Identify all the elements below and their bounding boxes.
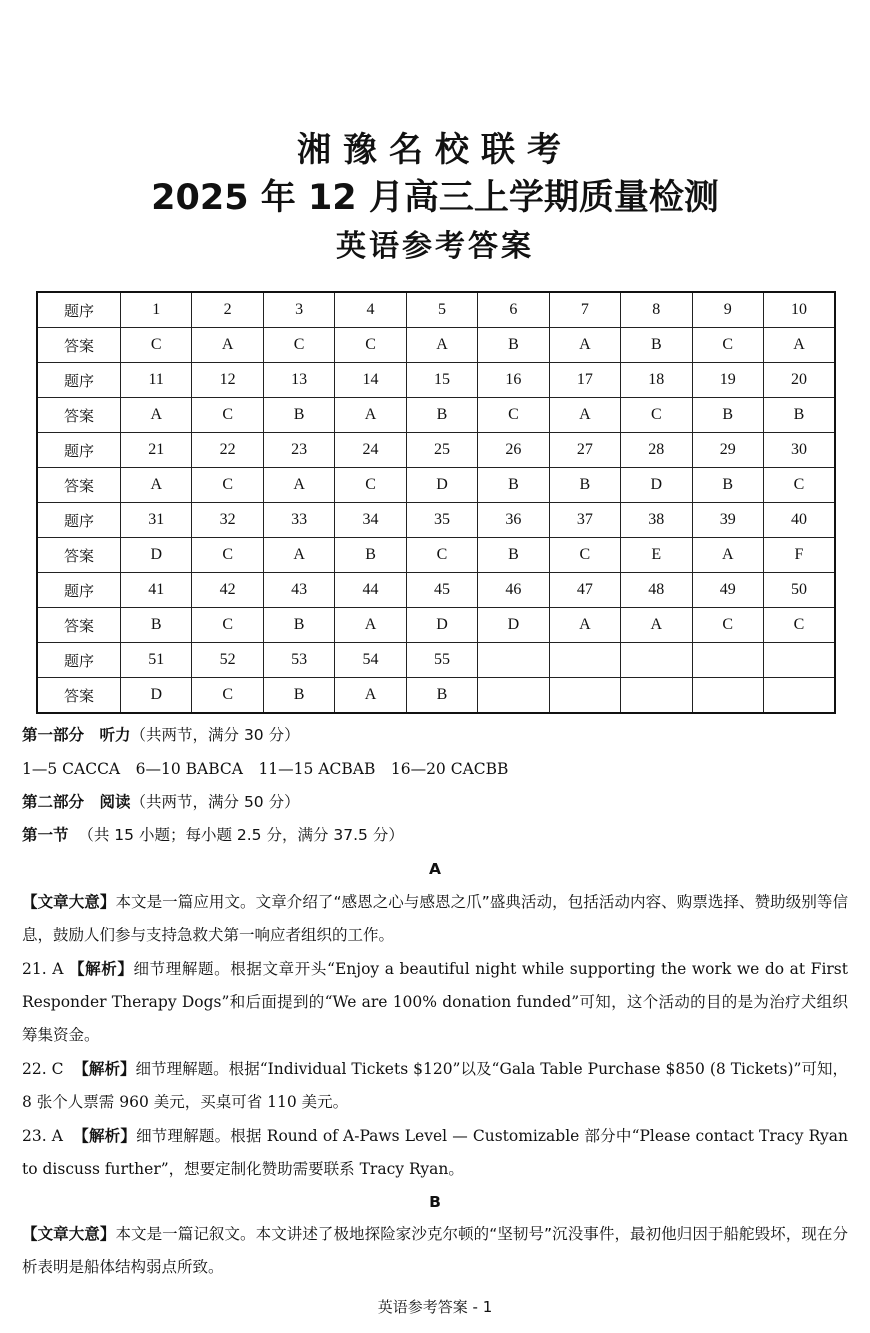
question-number-cell: 6 bbox=[478, 292, 549, 328]
question-number-cell: 23 bbox=[263, 433, 334, 468]
q22-text: 细节理解题。根据“Individual Tickets $120”以及“Gala Table Purchase $850 (8 Tickets)”可知，8 张个人票需 960 美元，买桌可省 110 美元。 bbox=[22, 1060, 849, 1111]
question-number-cell: 47 bbox=[549, 573, 620, 608]
exam-subtitle: 2025 年 12 月高三上学期质量检测 bbox=[151, 178, 719, 218]
answer-cell: C bbox=[549, 538, 620, 573]
answer-cell: C bbox=[263, 328, 334, 363]
question-number-cell: 13 bbox=[263, 363, 334, 398]
answer-cell: A bbox=[121, 398, 192, 433]
section1-note: （共 15 小题；每小题 2.5 分，满分 37.5 分） bbox=[78, 826, 404, 844]
answer-cell: A bbox=[763, 328, 835, 363]
row-label-question: 题序 bbox=[37, 503, 121, 538]
question-number-cell: 37 bbox=[549, 503, 620, 538]
answer-cell: A bbox=[121, 468, 192, 503]
answer-cell bbox=[621, 678, 692, 714]
question-number-cell: 29 bbox=[692, 433, 763, 468]
answer-cell: A bbox=[335, 398, 406, 433]
question-number-cell: 44 bbox=[335, 573, 406, 608]
question-number-cell: 12 bbox=[192, 363, 263, 398]
answer-cell: C bbox=[192, 398, 263, 433]
answer-cell: E bbox=[621, 538, 692, 573]
answer-cell: A bbox=[263, 538, 334, 573]
row-label-answer: 答案 bbox=[37, 468, 121, 503]
answer-cell: D bbox=[406, 468, 477, 503]
question-number-cell: 17 bbox=[549, 363, 620, 398]
question-number-cell: 51 bbox=[121, 643, 192, 678]
question-number-cell: 39 bbox=[692, 503, 763, 538]
row-label-answer: 答案 bbox=[37, 608, 121, 643]
answer-cell: A bbox=[263, 468, 334, 503]
answer-row bbox=[37, 608, 835, 643]
question-number-cell: 1 bbox=[121, 292, 192, 328]
row-label-answer: 答案 bbox=[37, 538, 121, 573]
passage-a-letter: A bbox=[429, 860, 441, 878]
question-number-cell: 52 bbox=[192, 643, 263, 678]
answer-cell: A bbox=[335, 608, 406, 643]
answer-cell: C bbox=[763, 608, 835, 643]
answer-row bbox=[37, 398, 835, 433]
answer-cell: D bbox=[121, 538, 192, 573]
answer-key-title: 英语参考答案 bbox=[336, 229, 534, 264]
row-label-question: 题序 bbox=[37, 573, 121, 608]
question-number-cell: 36 bbox=[478, 503, 549, 538]
row-label-question: 题序 bbox=[37, 433, 121, 468]
answer-cell: B bbox=[478, 538, 549, 573]
answer-cell: C bbox=[406, 538, 477, 573]
row-label-answer: 答案 bbox=[37, 398, 121, 433]
question-number-cell: 32 bbox=[192, 503, 263, 538]
answer-cell: B bbox=[621, 328, 692, 363]
question-number-cell: 50 bbox=[763, 573, 835, 608]
question-number-cell: 9 bbox=[692, 292, 763, 328]
question-number-cell: 45 bbox=[406, 573, 477, 608]
section1-heading-line bbox=[22, 824, 848, 846]
question-number-row bbox=[37, 643, 835, 678]
question-number-cell: 31 bbox=[121, 503, 192, 538]
question-number-cell: 25 bbox=[406, 433, 477, 468]
q23-tag: 【解析】 bbox=[73, 1127, 137, 1145]
question-number-cell: 41 bbox=[121, 573, 192, 608]
summary-tag: 【文章大意】 bbox=[22, 893, 116, 911]
question-number-cell bbox=[763, 643, 835, 678]
part2-heading-line bbox=[22, 791, 848, 813]
question-number-cell: 22 bbox=[192, 433, 263, 468]
part1-answers: 1—5 CACCA 6—10 BABCA 11—15 ACBAB 16—20 CACBB bbox=[22, 760, 509, 778]
q21-tag: 【解析】 bbox=[68, 960, 134, 978]
question-number-cell bbox=[549, 643, 620, 678]
question-number-cell: 35 bbox=[406, 503, 477, 538]
question-number-row bbox=[37, 503, 835, 538]
passage-a-summary bbox=[22, 886, 848, 952]
answer-cell: B bbox=[549, 468, 620, 503]
question-number-cell: 43 bbox=[263, 573, 334, 608]
row-label-answer: 答案 bbox=[37, 678, 121, 714]
answer-cell: F bbox=[763, 538, 835, 573]
answer-row bbox=[37, 538, 835, 573]
q21-text: 细节理解题。根据文章开头“Enjoy a beautiful night while supporting the work we do at First Responder Therapy Dogs”和后面提到的“We are 100% donation funded”可知，这个活动的目的是为治疗犬组织筹集资金。 bbox=[22, 960, 848, 1044]
answer-cell bbox=[549, 678, 620, 714]
answer-cell: D bbox=[478, 608, 549, 643]
answer-cell: B bbox=[478, 328, 549, 363]
answer-cell: C bbox=[692, 328, 763, 363]
answer-cell: D bbox=[121, 678, 192, 714]
q22-tag: 【解析】 bbox=[73, 1060, 136, 1078]
q23-text: 细节理解题。根据 Round of A-Paws Level — Customizable 部分中“Please contact Tracy Ryan to discuss further”，想要定制化赞助需要联系 Tracy Ryan。 bbox=[22, 1127, 848, 1178]
question-number-cell: 49 bbox=[692, 573, 763, 608]
passage-b-summary bbox=[22, 1218, 848, 1284]
page-footer: 英语参考答案 - 1 bbox=[377, 1298, 493, 1316]
answer-cell: C bbox=[192, 468, 263, 503]
answer-row bbox=[37, 678, 835, 714]
answer-cell: A bbox=[192, 328, 263, 363]
answer-cell: B bbox=[121, 608, 192, 643]
question-number-row bbox=[37, 292, 835, 328]
question-number-cell: 40 bbox=[763, 503, 835, 538]
part1-note: （共两节，满分 30 分） bbox=[130, 726, 300, 744]
answer-cell: B bbox=[763, 398, 835, 433]
question-number-cell: 8 bbox=[621, 292, 692, 328]
answer-row bbox=[37, 468, 835, 503]
question-number-cell: 14 bbox=[335, 363, 406, 398]
section1-heading: 第一节 bbox=[22, 826, 69, 844]
row-label-question: 题序 bbox=[37, 292, 121, 328]
summary-tag-b: 【文章大意】 bbox=[22, 1225, 116, 1243]
question-number-cell: 27 bbox=[549, 433, 620, 468]
question-number-cell: 48 bbox=[621, 573, 692, 608]
answer-row bbox=[37, 328, 835, 363]
answer-cell bbox=[763, 678, 835, 714]
answer-cell: D bbox=[621, 468, 692, 503]
row-label-question: 题序 bbox=[37, 363, 121, 398]
question-number-cell: 20 bbox=[763, 363, 835, 398]
answer-cell: A bbox=[549, 398, 620, 433]
answer-cell: B bbox=[692, 468, 763, 503]
answer-table bbox=[36, 291, 836, 714]
question-number-row bbox=[37, 573, 835, 608]
answer-cell: B bbox=[406, 678, 477, 714]
answer-cell: C bbox=[192, 608, 263, 643]
question-number-cell: 42 bbox=[192, 573, 263, 608]
answer-cell: A bbox=[335, 678, 406, 714]
question-number-cell: 16 bbox=[478, 363, 549, 398]
question-number-cell: 2 bbox=[192, 292, 263, 328]
part2-note: （共两节，满分 50 分） bbox=[130, 793, 300, 811]
question-number-cell: 34 bbox=[335, 503, 406, 538]
answer-cell: B bbox=[263, 398, 334, 433]
answer-cell: A bbox=[621, 608, 692, 643]
question-number-row bbox=[37, 363, 835, 398]
question-number-cell: 19 bbox=[692, 363, 763, 398]
answer-cell: C bbox=[335, 468, 406, 503]
answer-cell: A bbox=[692, 538, 763, 573]
question-number-cell: 38 bbox=[621, 503, 692, 538]
question-number-cell: 7 bbox=[549, 292, 620, 328]
question-number-cell bbox=[478, 643, 549, 678]
answer-cell: D bbox=[406, 608, 477, 643]
q22-num: 22. C bbox=[22, 1060, 64, 1078]
answer-cell: C bbox=[335, 328, 406, 363]
passage-b-letter: B bbox=[429, 1193, 441, 1211]
question-number-cell: 28 bbox=[621, 433, 692, 468]
question-number-cell: 24 bbox=[335, 433, 406, 468]
question-number-cell bbox=[621, 643, 692, 678]
answer-cell: B bbox=[263, 608, 334, 643]
answer-cell bbox=[478, 678, 549, 714]
q23-num: 23. A bbox=[22, 1127, 63, 1145]
part1-heading: 第一部分 听力 bbox=[22, 726, 131, 744]
answer-cell: C bbox=[478, 398, 549, 433]
answer-cell: C bbox=[192, 538, 263, 573]
answer-cell: C bbox=[692, 608, 763, 643]
answer-cell: A bbox=[549, 328, 620, 363]
answer-23 bbox=[22, 1120, 848, 1186]
answer-cell: C bbox=[121, 328, 192, 363]
question-number-cell: 5 bbox=[406, 292, 477, 328]
answer-cell: C bbox=[192, 678, 263, 714]
answer-cell: B bbox=[335, 538, 406, 573]
question-number-cell: 3 bbox=[263, 292, 334, 328]
question-number-cell: 53 bbox=[263, 643, 334, 678]
answer-22 bbox=[22, 1053, 848, 1119]
answer-cell: C bbox=[763, 468, 835, 503]
answer-cell: B bbox=[478, 468, 549, 503]
question-number-cell bbox=[692, 643, 763, 678]
question-number-cell: 30 bbox=[763, 433, 835, 468]
summary-text-b: 本文是一篇记叙文。本文讲述了极地探险家沙克尔顿的“坚韧号”沉没事件，最初他归因于船舵毁坏，现在分析表明是船体结构弱点所致。 bbox=[22, 1225, 848, 1276]
answer-cell: A bbox=[549, 608, 620, 643]
answer-cell: A bbox=[406, 328, 477, 363]
question-number-cell: 26 bbox=[478, 433, 549, 468]
row-label-question: 题序 bbox=[37, 643, 121, 678]
question-number-cell: 21 bbox=[121, 433, 192, 468]
question-number-cell: 46 bbox=[478, 573, 549, 608]
answer-cell: C bbox=[621, 398, 692, 433]
question-number-cell: 54 bbox=[335, 643, 406, 678]
answer-cell: B bbox=[263, 678, 334, 714]
question-number-cell: 33 bbox=[263, 503, 334, 538]
answer-cell bbox=[692, 678, 763, 714]
exam-title: 湘豫名校联考 bbox=[297, 130, 573, 170]
row-label-answer: 答案 bbox=[37, 328, 121, 363]
question-number-cell: 10 bbox=[763, 292, 835, 328]
summary-text: 本文是一篇应用文。文章介绍了“感恩之心与感恩之爪”盛典活动，包括活动内容、购票选择、赞助级别等信息，鼓励人们参与支持急救犬第一响应者组织的工作。 bbox=[22, 893, 848, 944]
q21-num: 21. A bbox=[22, 960, 64, 978]
part2-heading: 第二部分 阅读 bbox=[22, 793, 131, 811]
answer-21 bbox=[22, 953, 848, 1052]
part1-heading-line bbox=[22, 724, 848, 746]
question-number-cell: 4 bbox=[335, 292, 406, 328]
answer-cell: B bbox=[692, 398, 763, 433]
question-number-cell: 18 bbox=[621, 363, 692, 398]
question-number-cell: 55 bbox=[406, 643, 477, 678]
answer-cell: B bbox=[406, 398, 477, 433]
question-number-row bbox=[37, 433, 835, 468]
question-number-cell: 11 bbox=[121, 363, 192, 398]
question-number-cell: 15 bbox=[406, 363, 477, 398]
